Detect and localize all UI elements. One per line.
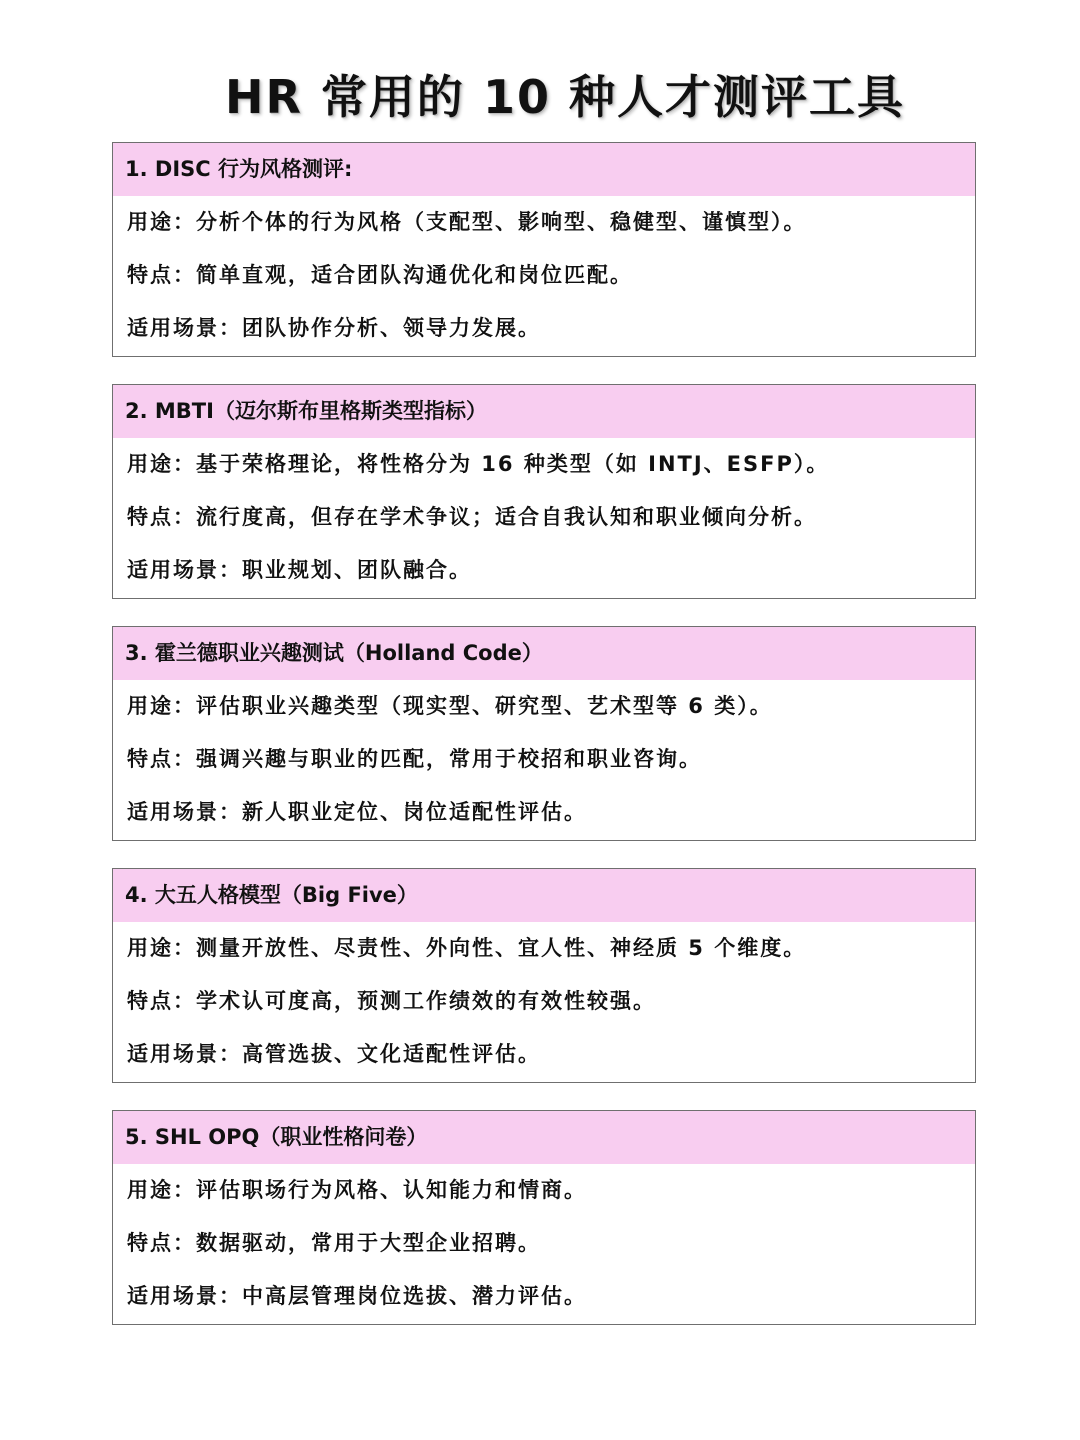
page-title: HR 常用的 10 种人才测评工具 — [225, 70, 905, 124]
tool-card-purpose: 用途：评估职业兴趣类型（现实型、研究型、艺术型等 6 类）。 — [127, 694, 773, 718]
tool-card-purpose: 用途：分析个体的行为风格（支配型、影响型、稳健型、谨慎型）。 — [127, 210, 807, 234]
tool-card-heading: 3. 霍兰德职业兴趣测试（Holland Code） — [113, 627, 975, 680]
tool-card-features: 特点：学术认可度高，预测工作绩效的有效性较强。 — [127, 989, 656, 1013]
tool-card-purpose: 用途：测量开放性、尽责性、外向性、宜人性、神经质 5 个维度。 — [127, 936, 807, 960]
tool-card-disc — [112, 142, 976, 357]
tool-card-heading: 5. SHL OPQ（职业性格问卷） — [113, 1111, 975, 1164]
tool-card-purpose: 用途：评估职场行为风格、认知能力和情商。 — [127, 1178, 587, 1202]
tool-card-features: 特点：强调兴趣与职业的匹配，常用于校招和职业咨询。 — [127, 747, 702, 771]
tool-card-scenarios: 适用场景：职业规划、团队融合。 — [127, 558, 472, 582]
tool-card-shl-opq — [112, 1110, 976, 1325]
tool-card-mbti — [112, 384, 976, 599]
tool-card-features: 特点：简单直观，适合团队沟通优化和岗位匹配。 — [127, 263, 633, 287]
tool-card-features: 特点：流行度高，但存在学术争议；适合自我认知和职业倾向分析。 — [127, 505, 817, 529]
tool-card-scenarios: 适用场景：中高层管理岗位选拔、潜力评估。 — [127, 1284, 587, 1308]
tool-card-scenarios: 适用场景：高管选拔、文化适配性评估。 — [127, 1042, 541, 1066]
tool-card-heading: 4. 大五人格模型（Big Five） — [113, 869, 975, 922]
tool-card-heading: 2. MBTI（迈尔斯布里格斯类型指标） — [113, 385, 975, 438]
tool-card-scenarios: 适用场景：新人职业定位、岗位适配性评估。 — [127, 800, 587, 824]
tool-card-purpose: 用途：基于荣格理论，将性格分为 16 种类型（如 INTJ、ESFP）。 — [127, 452, 830, 476]
tool-card-heading: 1. DISC 行为风格测评: — [113, 143, 975, 196]
tool-card-scenarios: 适用场景：团队协作分析、领导力发展。 — [127, 316, 541, 340]
tool-card-features: 特点：数据驱动，常用于大型企业招聘。 — [127, 1231, 541, 1255]
tool-card-holland — [112, 626, 976, 841]
tool-card-big-five — [112, 868, 976, 1083]
